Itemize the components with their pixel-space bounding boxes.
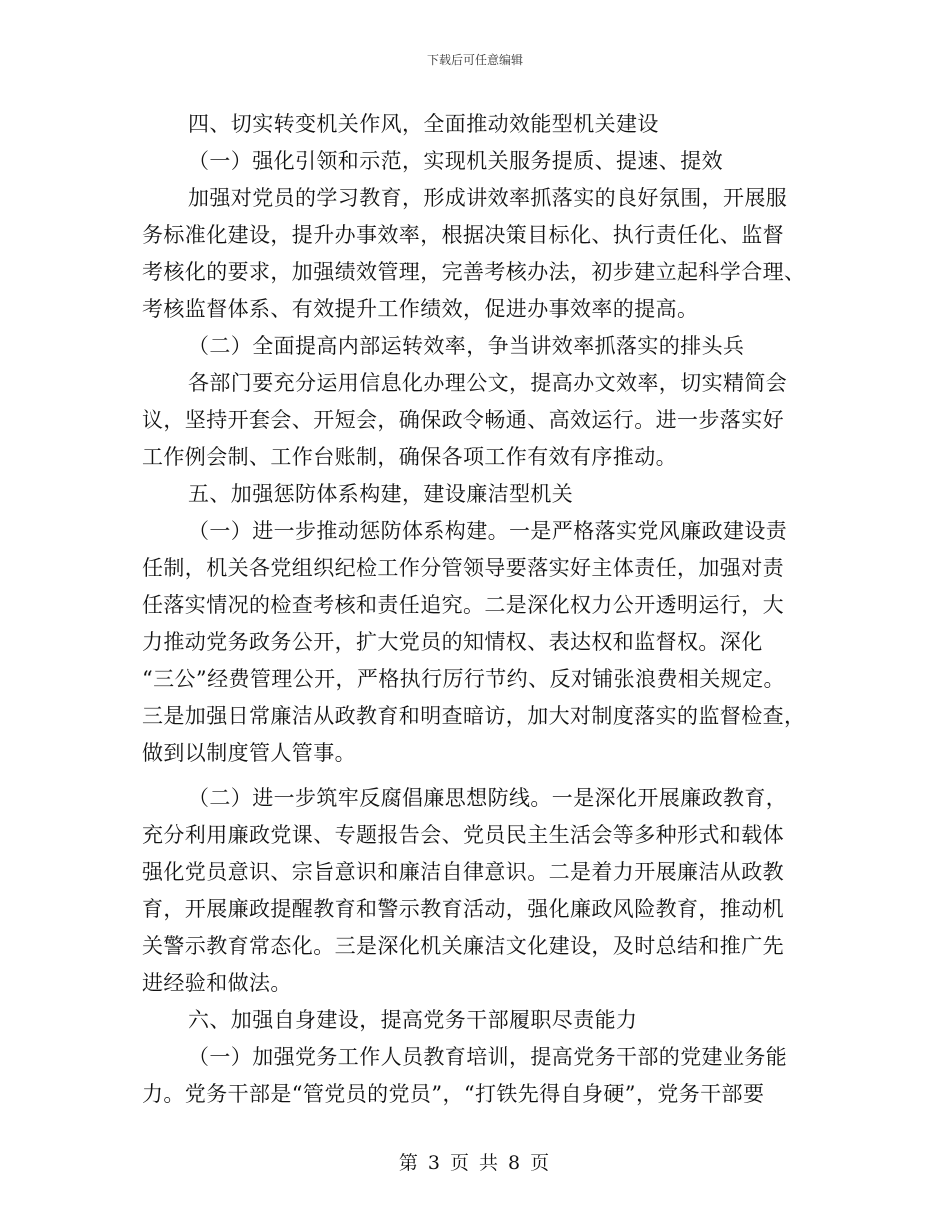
- paragraph-line: 任落实情况的检查考核和责任追究。二是深化权力公开透明运行，大: [142, 593, 784, 617]
- paragraph-line: 考核监督体系、有效提升工作绩效，促进办事效率的提高。: [142, 297, 699, 321]
- paragraph-line: 各部门要充分运用信息化办理公文，提高办文效率，切实精简会: [188, 371, 788, 395]
- paragraph-line: （二）进一步筑牢反腐倡廉思想防线。一是深化开展廉政教育，: [188, 786, 788, 810]
- section-heading-5: 五、加强惩防体系构建，建设廉洁型机关: [188, 482, 574, 506]
- paragraph-line: 关警示教育常态化。三是深化机关廉洁文化建设，及时总结和推广先: [142, 934, 784, 958]
- paragraph-line: 工作例会制、工作台账制，确保各项工作有效有序推动。: [142, 445, 677, 469]
- page-header-note: 下载后可任意编辑: [426, 53, 523, 67]
- subheading: （一）强化引领和示范，实现机关服务提质、提速、提效: [188, 149, 723, 173]
- paragraph-line: 议，坚持开套会、开短会，确保政令畅通、高效运行。进一步落实好: [142, 408, 784, 432]
- paragraph-line: “三公”经费管理公开，严格执行厉行节约、反对铺张浪费相关规定。: [142, 667, 785, 691]
- paragraph-line: 三是加强日常廉洁从政教育和明查暗访，加大对制度落实的监督检查，: [142, 704, 806, 728]
- subheading: （二）全面提高内部运转效率，争当讲效率抓落实的排头兵: [188, 334, 745, 358]
- paragraph-line: 务标准化建设，提升办事效率，根据决策目标化、执行责任化、监督: [142, 223, 784, 247]
- page-number: 第 3 页 共 8 页: [398, 1152, 552, 1174]
- paragraph-line: 力。党务干部是“管党员的党员”，“打铁先得自身硬”，党务干部要: [142, 1082, 765, 1106]
- paragraph-line: 任制，机关各党组织纪检工作分管领导要落实好主体责任，加强对责: [142, 556, 784, 580]
- document-body: [142, 106, 808, 1113]
- paragraph-line: 强化党员意识、宗旨意识和廉洁自律意识。二是着力开展廉洁从政教: [142, 860, 784, 884]
- paragraph-line: 育，开展廉政提醒教育和警示教育活动，强化廉政风险教育，推动机: [142, 897, 784, 921]
- paragraph-line: 进经验和做法。: [142, 971, 292, 995]
- paragraph-line: 做到以制度管人管事。: [142, 741, 356, 765]
- paragraph-line: 加强对党员的学习教育，形成讲效率抓落实的良好氛围，开展服: [188, 186, 788, 210]
- paragraph-line: 力推动党务政务公开，扩大党员的知情权、表达权和监督权。深化: [142, 630, 763, 654]
- section-heading-6: 六、加强自身建设，提高党务干部履职尽责能力: [188, 1008, 638, 1032]
- paragraph-line: 考核化的要求，加强绩效管理，完善考核办法，初步建立起科学合理、: [142, 260, 806, 284]
- paragraph-line: （一）加强党务工作人员教育培训，提高党务干部的党建业务能: [188, 1045, 788, 1069]
- paragraph-line: （一）进一步推动惩防体系构建。一是严格落实党风廉政建设责: [188, 519, 788, 543]
- paragraph-line: 充分利用廉政党课、专题报告会、党员民主生活会等多种形式和载体: [142, 823, 784, 847]
- section-heading-4: 四、切实转变机关作风，全面推动效能型机关建设: [188, 112, 659, 136]
